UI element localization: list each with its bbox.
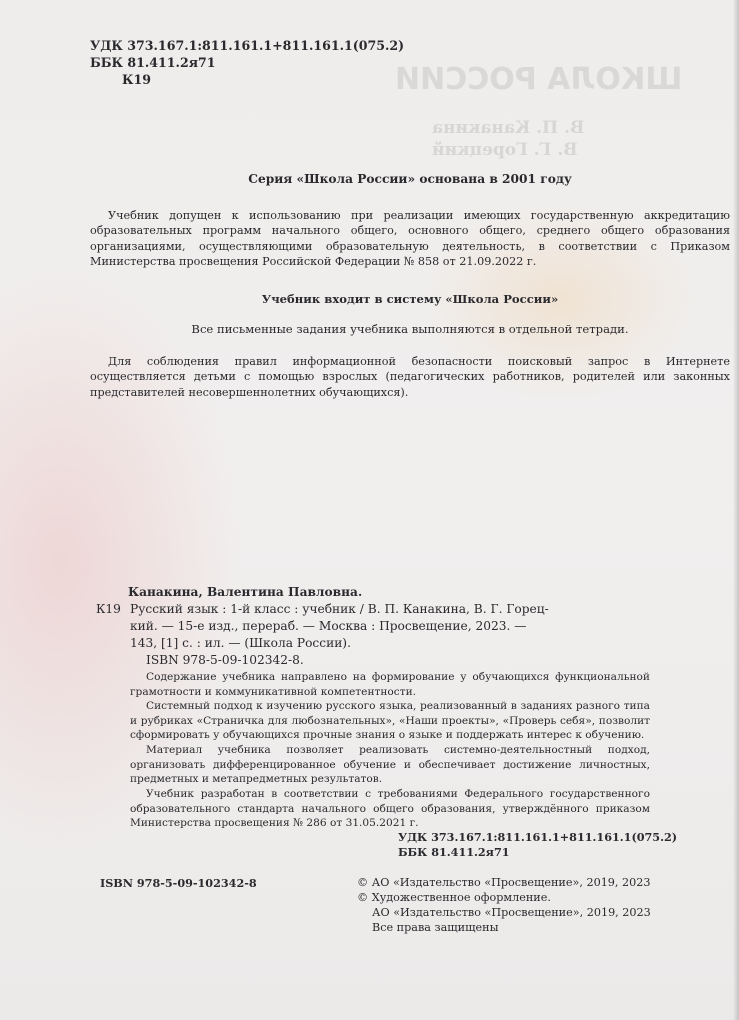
- abstract-paragraph-2: Системный подход к изучению русского языка, реализованный в заданиях разного типа и рубриках «Страничка для любознательных», «Наши проекты», «Проверь себя», позволит сформировать у обучающихся прочные знания о языке и поддержать интерес к обучению.: [130, 700, 650, 742]
- series-line: Серия «Школа России» основана в 2001 году: [248, 172, 572, 186]
- footer-udk: УДК 373.167.1:811.161.1+811.161.1(075.2): [398, 830, 678, 844]
- catalog-isbn: ISBN 978-5-09-102342-8.: [146, 653, 304, 667]
- catalog-author: Канакина, Валентина Павловна.: [128, 585, 363, 599]
- abstract-paragraph-3: Материал учебника позволяет реализовать системно-деятельностный подход, организовать дифференцированное обучение и обеспечивает достижение личностных, предметных и метапредметных результатов.: [130, 744, 650, 786]
- copyright-art: © Художественное оформление.: [357, 891, 551, 904]
- page-edge-shadow: [733, 0, 739, 1020]
- notebook-line: Все письменные задания учебника выполняются в отдельной тетради.: [191, 322, 629, 336]
- abstract-paragraph-4: Учебник разработан в соответствии с требованиями Федерального государственного образовательного стандарта начального общего образования, утверждённого приказом Министерства просвещения № 286 от 31.05.2021 г.: [130, 788, 650, 830]
- all-rights-reserved: Все права защищены: [372, 921, 499, 934]
- ghost-series-title: ШКОЛА РОССИИ: [395, 62, 683, 97]
- catalog-code: К19: [96, 602, 121, 616]
- udk-code: УДК 373.167.1:811.161.1+811.161.1(075.2): [90, 38, 405, 53]
- copyright-art-publisher: АО «Издательство «Просвещение», 2019, 2023: [372, 906, 651, 919]
- bbk-code: ББК 81.411.2я71: [90, 55, 216, 70]
- system-line: Учебник входит в систему «Школа России»: [261, 292, 559, 306]
- catalog-line-3: 143, [1] с. : ил. — (Школа России).: [130, 636, 351, 650]
- safety-paragraph: Для соблюдения правил информационной безопасности поисковый запрос в Интернете осуществляется детьми с помощью взрослых (педагогических работников, родителей или законных представителей несовершеннолетних обучающихся).: [90, 355, 730, 399]
- footer-bbk: ББК 81.411.2я71: [398, 845, 510, 859]
- footer-isbn: ISBN 978-5-09-102342-8: [100, 876, 257, 890]
- approval-paragraph: Учебник допущен к использованию при реализации имеющих государственную аккредитацию образовательных программ начального общего, основного общего, среднего общего образования организациями, осуществляющими образовательную деятельность, в соответствии с Приказом Министерства просвещения Российской Федерации № 858 от 21.09.2022 г.: [90, 209, 730, 269]
- author-sign: К19: [122, 72, 151, 87]
- catalog-line-2: кий. — 15-е изд., перераб. — Москва : Просвещение, 2023. —: [130, 619, 527, 633]
- abstract-paragraph-1: Содержание учебника направлено на формирование у обучающихся функциональной грамотности и коммуникативной компетентности.: [130, 671, 650, 698]
- catalog-line-1: Русский язык : 1-й класс : учебник / В. П. Канакина, В. Г. Горец-: [130, 602, 549, 616]
- ghost-author-1: В. П. Канакина: [432, 118, 585, 138]
- copyright-publisher: © АО «Издательство «Просвещение», 2019, 2023: [357, 876, 651, 889]
- ghost-author-2: В. Г. Горецкий: [432, 140, 578, 160]
